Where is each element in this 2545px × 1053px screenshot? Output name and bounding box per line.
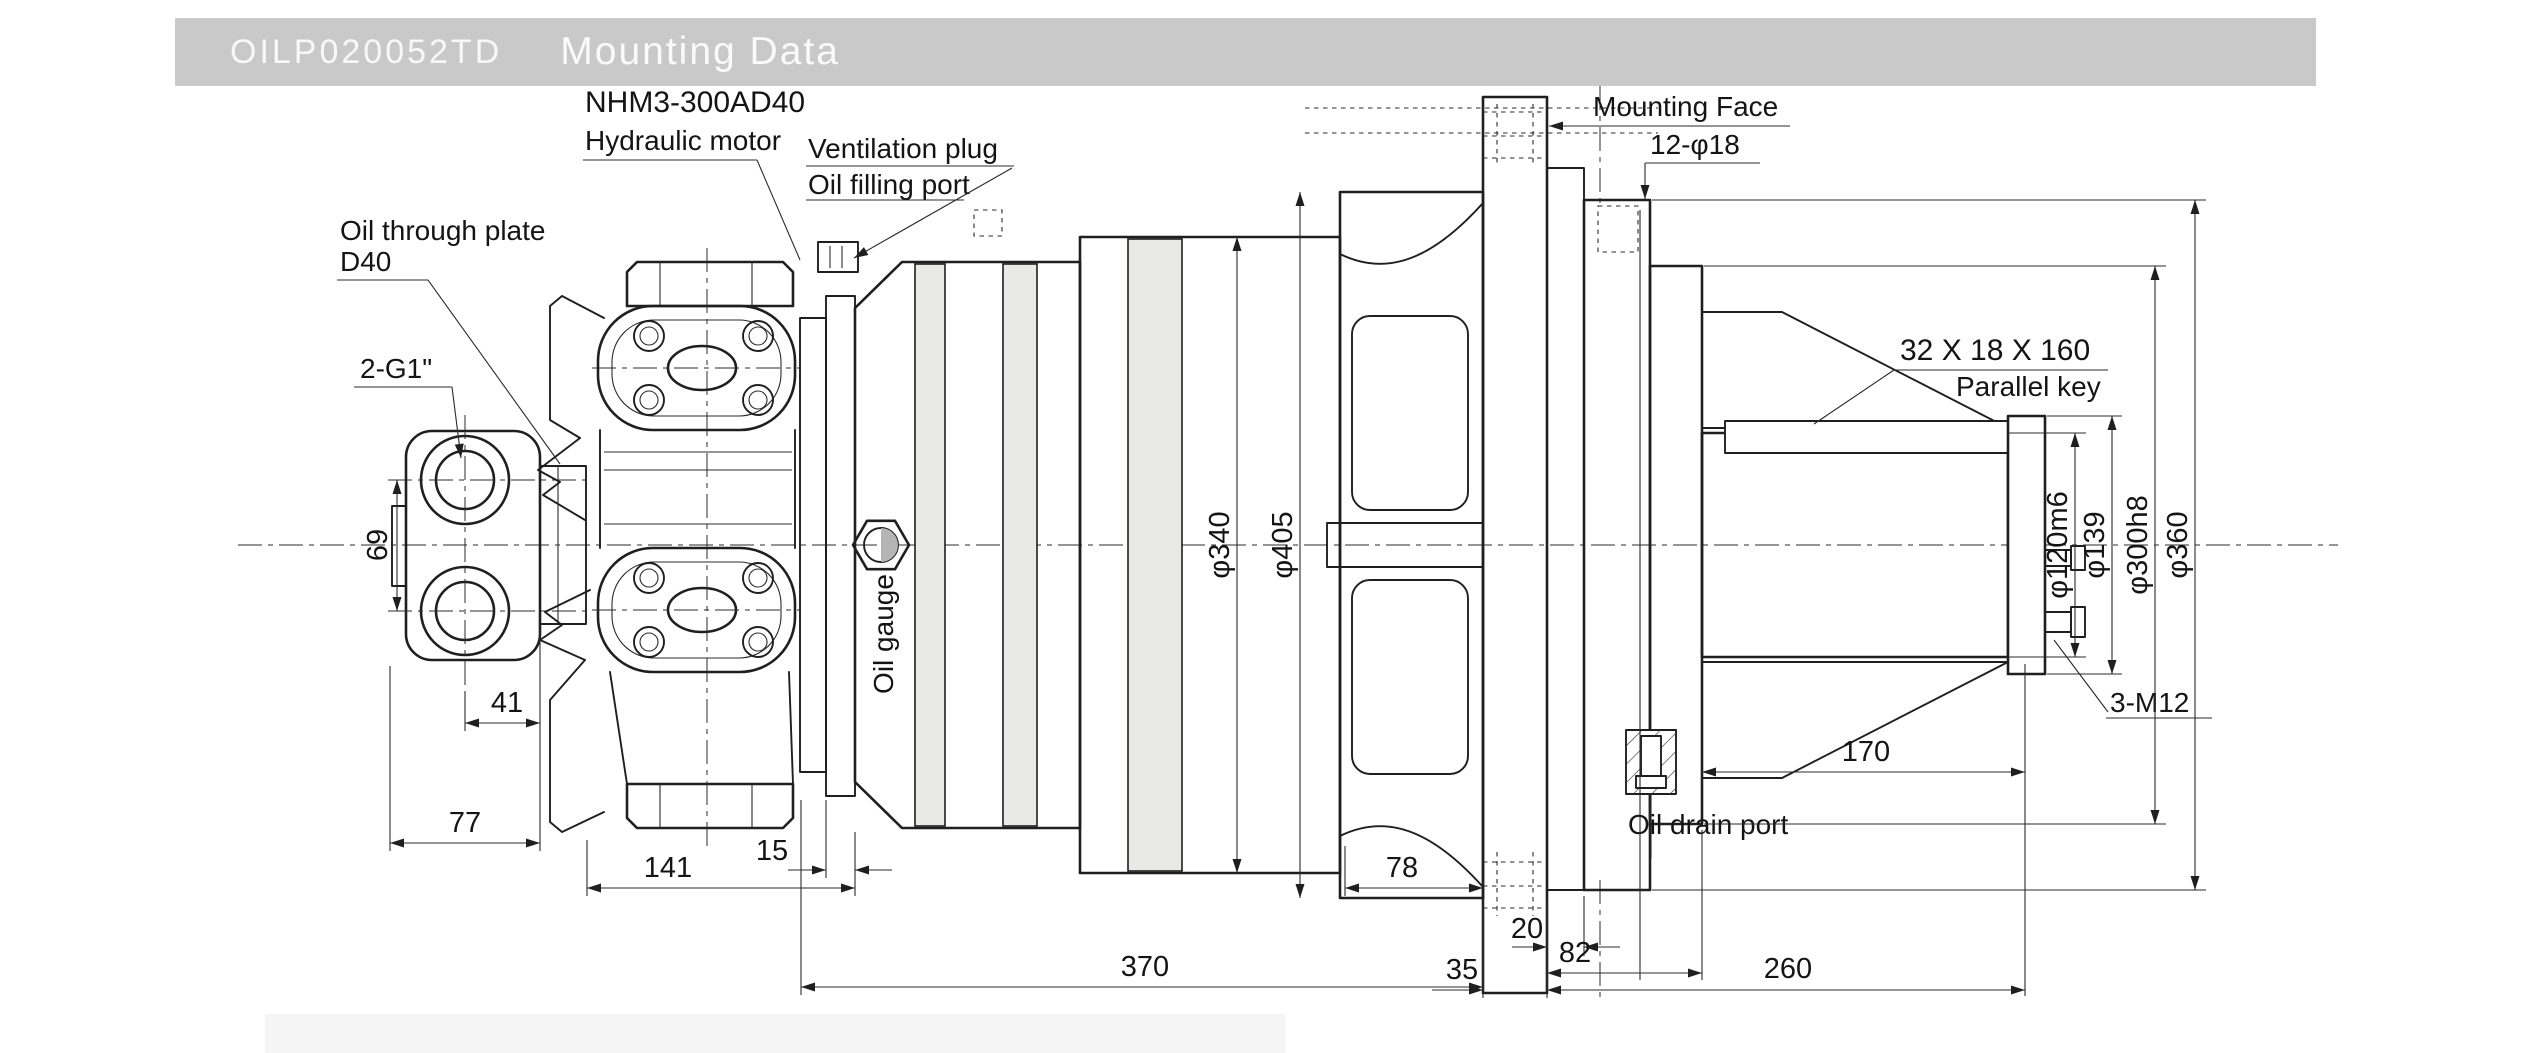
oil-through-plate-view: [362, 415, 592, 692]
gearbox-housing-left: [818, 210, 1080, 828]
dim-170: 170: [1841, 736, 1891, 768]
dim-20: 20: [1510, 913, 1544, 945]
parallel-key-label: [1814, 334, 2108, 424]
parallel-key-shape: [1725, 421, 2008, 453]
label-motor-name: Hydraulic motor: [585, 125, 782, 156]
dim-port-spacing: 69: [362, 528, 394, 562]
dim-dia-drum: φ405: [1267, 511, 1299, 579]
hydraulic-motor: [538, 248, 800, 852]
oil-drain-port: [1626, 730, 1789, 858]
label-oil-through-plate: Oil through plate: [340, 215, 546, 246]
dim-dia-spigot: φ300h8: [2122, 495, 2154, 595]
label-mounting-holes: 12-φ18: [1650, 129, 1740, 160]
adapter-spacer: [800, 296, 855, 796]
label-parallel-key: Parallel key: [1956, 371, 2101, 402]
end-bolt-2: [2045, 612, 2071, 632]
ventilation-plug-shape: [974, 210, 1002, 236]
label-oil-drain: Oil drain port: [1628, 809, 1789, 840]
oil-filling-plug: [818, 242, 858, 272]
shaft-bolts-label: [2054, 640, 2212, 718]
dim-141: 141: [643, 852, 693, 884]
dim-35: 35: [1445, 954, 1479, 986]
page-title: Mounting Data: [560, 30, 840, 73]
dim-78: 78: [1385, 852, 1419, 884]
label-key-size: 32 X 18 X 160: [1900, 334, 2091, 367]
dim-77: 77: [448, 807, 482, 839]
scan-artifact: [265, 1014, 1285, 1053]
dim-41: 41: [490, 687, 524, 719]
part-number: OILP020052TD: [230, 32, 503, 71]
label-ventilation-plug: Ventilation plug: [808, 133, 998, 164]
dim-dia-shoulder: φ139: [2079, 511, 2111, 579]
ventilation-label: [806, 133, 1014, 258]
mounting-flange: [1305, 86, 1658, 1000]
dim-dia-shaft: φ120m6: [2042, 491, 2074, 599]
dim-82: 82: [1558, 937, 1592, 969]
dim-370: 370: [1120, 951, 1170, 983]
label-mounting-face: Mounting Face: [1593, 91, 1779, 122]
dim-dia-flange: φ360: [2162, 511, 2194, 579]
label-oil-through-plate-dia: D40: [340, 246, 392, 277]
label-motor-model: NHM3-300AD40: [585, 86, 806, 119]
output-hub-rings: [1547, 168, 1702, 890]
label-oil-gauge: Oil gauge: [868, 574, 899, 694]
dim-dia-housing: φ340: [1204, 511, 1236, 579]
label-shaft-bolts: 3-M12: [2110, 687, 2190, 718]
mounting-face-label: [1549, 91, 1790, 199]
label-oil-filling-port: Oil filling port: [808, 169, 970, 200]
dim-260: 260: [1763, 953, 1813, 985]
label-ports: 2-G1": [360, 353, 433, 384]
dim-15: 15: [755, 835, 789, 867]
motor-label: [583, 86, 805, 260]
oil-through-plate-label: [337, 215, 560, 464]
